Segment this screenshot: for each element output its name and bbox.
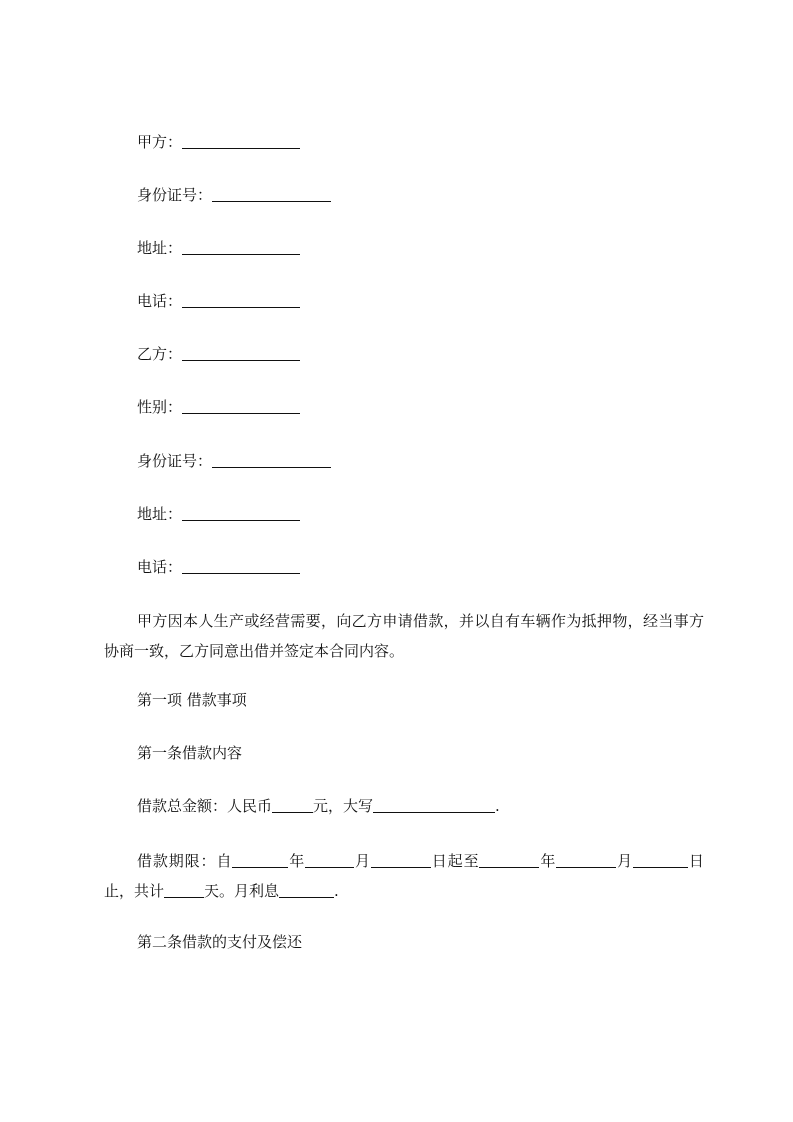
article-2-title: 第二条借款的支付及偿还 (137, 933, 303, 951)
loan-amount-line (137, 795, 500, 817)
party-a-id-line (137, 184, 331, 206)
monthly-interest-field[interactable] (279, 896, 334, 898)
total-days-field[interactable] (164, 896, 204, 898)
party-b-line (137, 343, 300, 365)
party-a-id-field[interactable] (212, 200, 331, 202)
start-day-field[interactable] (371, 866, 431, 868)
party-a-address-field[interactable] (182, 253, 300, 255)
loan-amount-label: 借款总金额：人民币 (137, 797, 273, 815)
party-b-phone-line (137, 556, 300, 578)
party-b-gender-line (137, 396, 300, 418)
party-a-phone-field[interactable] (182, 306, 300, 308)
end-month-field[interactable] (556, 866, 616, 868)
start-year-unit: 年 (288, 852, 306, 870)
party-b-address-field[interactable] (182, 519, 300, 521)
party-a-line (137, 131, 300, 153)
party-b-phone-field[interactable] (182, 572, 300, 574)
party-a-phone-label: 电话： (137, 292, 183, 310)
loan-amount-words-field[interactable] (373, 811, 495, 813)
loan-amount-field[interactable] (272, 811, 313, 813)
party-a-label: 甲方： (137, 133, 183, 151)
party-b-field[interactable] (182, 359, 300, 361)
start-month-field[interactable] (305, 866, 354, 868)
loan-period-label: 借款期限：自 (137, 852, 233, 870)
party-b-label: 乙方： (137, 345, 183, 363)
party-a-id-label: 身份证号： (137, 186, 213, 204)
intro-paragraph: 甲方因本人生产或经营需要，向乙方申请借款，并以自有车辆作为抵押物，经当事方协商一致，乙方同意出借并签定本合同内容。 (104, 612, 704, 660)
party-b-id-line (137, 450, 331, 472)
total-days-unit: 天。月利息 (204, 882, 280, 900)
end-month-unit: 月 (616, 852, 634, 870)
party-b-address-label: 地址： (137, 505, 183, 523)
party-b-phone-label: 电话： (137, 558, 183, 576)
party-a-phone-line (137, 290, 300, 312)
party-b-address-line (137, 503, 300, 525)
party-a-address-label: 地址： (137, 239, 183, 257)
section-1-heading: 第一项 借款事项 (137, 691, 247, 709)
end-day-unit: 日止，共计 (104, 852, 704, 900)
party-b-id-label: 身份证号： (137, 452, 213, 470)
end-year-field[interactable] (479, 866, 539, 868)
loan-amount-unit: 元，大写 (313, 797, 374, 815)
end-year-unit: 年 (539, 852, 557, 870)
loan-amount-end: . (495, 797, 500, 815)
start-year-field[interactable] (232, 866, 288, 868)
party-b-gender-field[interactable] (182, 412, 300, 414)
start-day-unit: 日起至 (430, 852, 480, 870)
article-1-title: 第一条借款内容 (137, 744, 243, 762)
party-b-id-field[interactable] (212, 466, 331, 468)
loan-period-end: . (334, 882, 339, 900)
end-day-field[interactable] (633, 866, 688, 868)
party-a-field[interactable] (182, 147, 300, 149)
party-a-address-line (137, 237, 300, 259)
start-month-unit: 月 (354, 852, 371, 870)
party-b-gender-label: 性别： (137, 398, 183, 416)
loan-period-paragraph (104, 846, 704, 906)
